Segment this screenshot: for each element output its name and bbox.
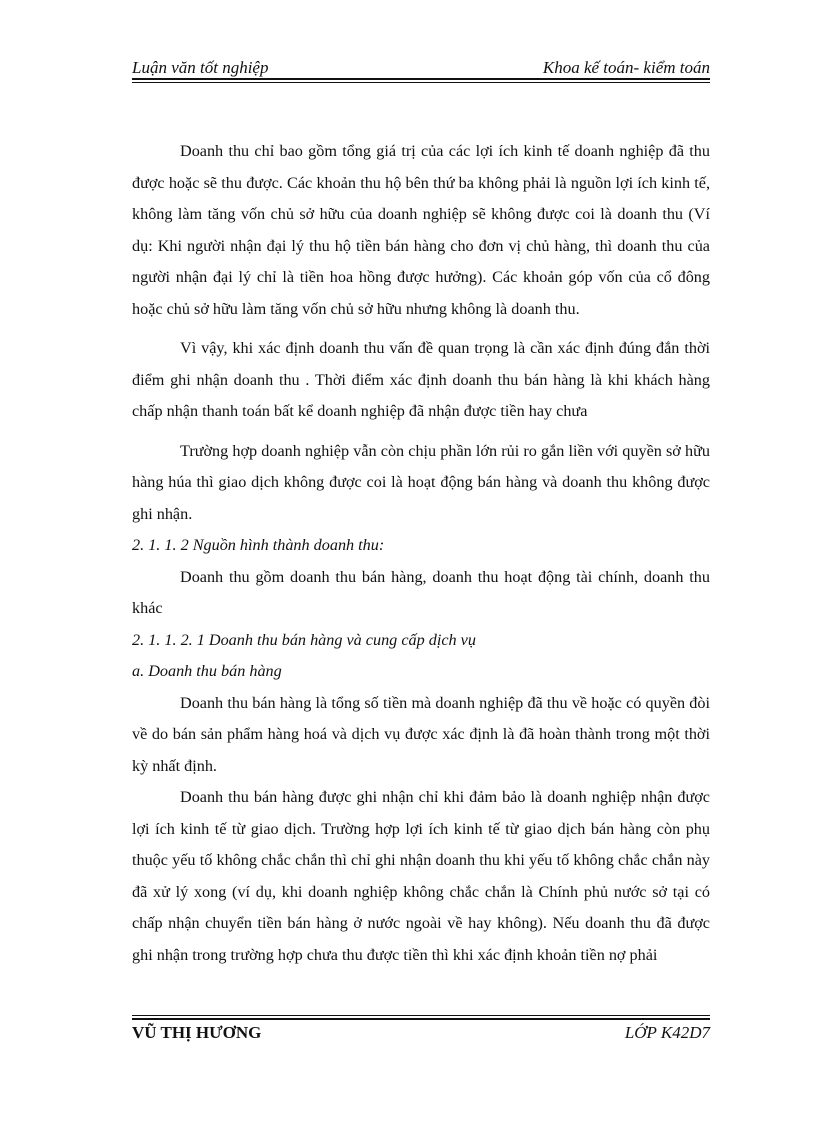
header-divider [132, 78, 710, 83]
page-footer [132, 1020, 710, 1046]
section-heading-sales-revenue: 2. 1. 1. 2. 1 Doanh thu bán hàng và cung cấp dịch vụ [132, 630, 476, 649]
paragraph-revenue-types: Doanh thu gồm doanh thu bán hàng, doanh thu hoạt động tài chính, doanh thu khác [132, 567, 710, 617]
page-body [132, 136, 710, 971]
header-department: Khoa kế toán- kiểm toán [542, 58, 710, 77]
paragraph-sales-definition: Doanh thu bán hàng là tổng số tiền mà doanh nghiệp đã thu về hoặc có quyền đòi về do bán sản phẩm hàng hoá và dịch vụ được xác định là đã hoàn thành trong một thời kỳ nhất định. [132, 693, 710, 775]
paragraph-recognition-timing: Vì vậy, khi xác định doanh thu vấn đề quan trọng là cần xác định đúng đắn thời điểm ghi nhận doanh thu . Thời điểm xác định doanh thu bán hàng là khi khách hàng chấp nhận thanh toán bất kể doanh nghiệp đã nhận được tiền hay chưa [132, 339, 710, 420]
paragraph-risk-retention: Trường hợp doanh nghiệp vẫn còn chịu phần lớn rủi ro gắn liền với quyền sở hữu hàng húa thì giao dịch không được coi là hoạt động bán hàng và doanh thu không được ghi nhận. [132, 441, 710, 523]
header-thesis-title: Luận văn tốt nghiệp [132, 58, 269, 77]
page-header [132, 52, 710, 78]
section-heading-revenue-sources: 2. 1. 1. 2 Nguồn hình thành doanh thu: [132, 536, 385, 554]
paragraph-revenue-scope: Doanh thu chỉ bao gồm tổng giá trị của các lợi ích kinh tế doanh nghiệp đã thu được hoặc sẽ thu được. Các khoản thu hộ bên thứ ba không phải là nguồn lợi ích kinh tế, không làm tăng vốn chủ sở hữu của doanh nghiệp sẽ không được coi là doanh thu (Ví dụ: Khi người nhận đại lý thu hộ tiền bán hàng cho đơn vị chủ hàng, thì doanh thu của người nhận đại lý chỉ là tiền hoa hồng được hưởng). Các khoản góp vốn của cổ đông hoặc chủ sở hữu làm tăng vốn chủ sở hữu nhưng không là doanh thu. [132, 142, 710, 318]
paragraph-sales-recognition: Doanh thu bán hàng được ghi nhận chỉ khi đảm bảo là doanh nghiệp nhận được lợi ích kinh tế từ giao dịch. Trường hợp lợi ích kinh tế từ giao dịch bán hàng còn phụ thuộc yếu tố không chắc chắn thì chỉ ghi nhận doanh thu khi yếu tố không chắc chắn này đã xử lý xong (ví dụ, khi doanh nghiệp không chắc chắn là Chính phủ nước sở tại có chấp nhận chuyển tiền bán hàng ở nước ngoài về hay không). Nếu doanh thu đã được ghi nhận trong trường hợp chưa thu được tiền thì khi xác định khoản tiền nợ phải [132, 788, 710, 964]
footer-class: LỚP K42D7 [624, 1023, 710, 1042]
subheading-sales-revenue: a. Doanh thu bán hàng [132, 662, 282, 680]
footer-author: VŨ THỊ HƯƠNG [132, 1023, 262, 1042]
